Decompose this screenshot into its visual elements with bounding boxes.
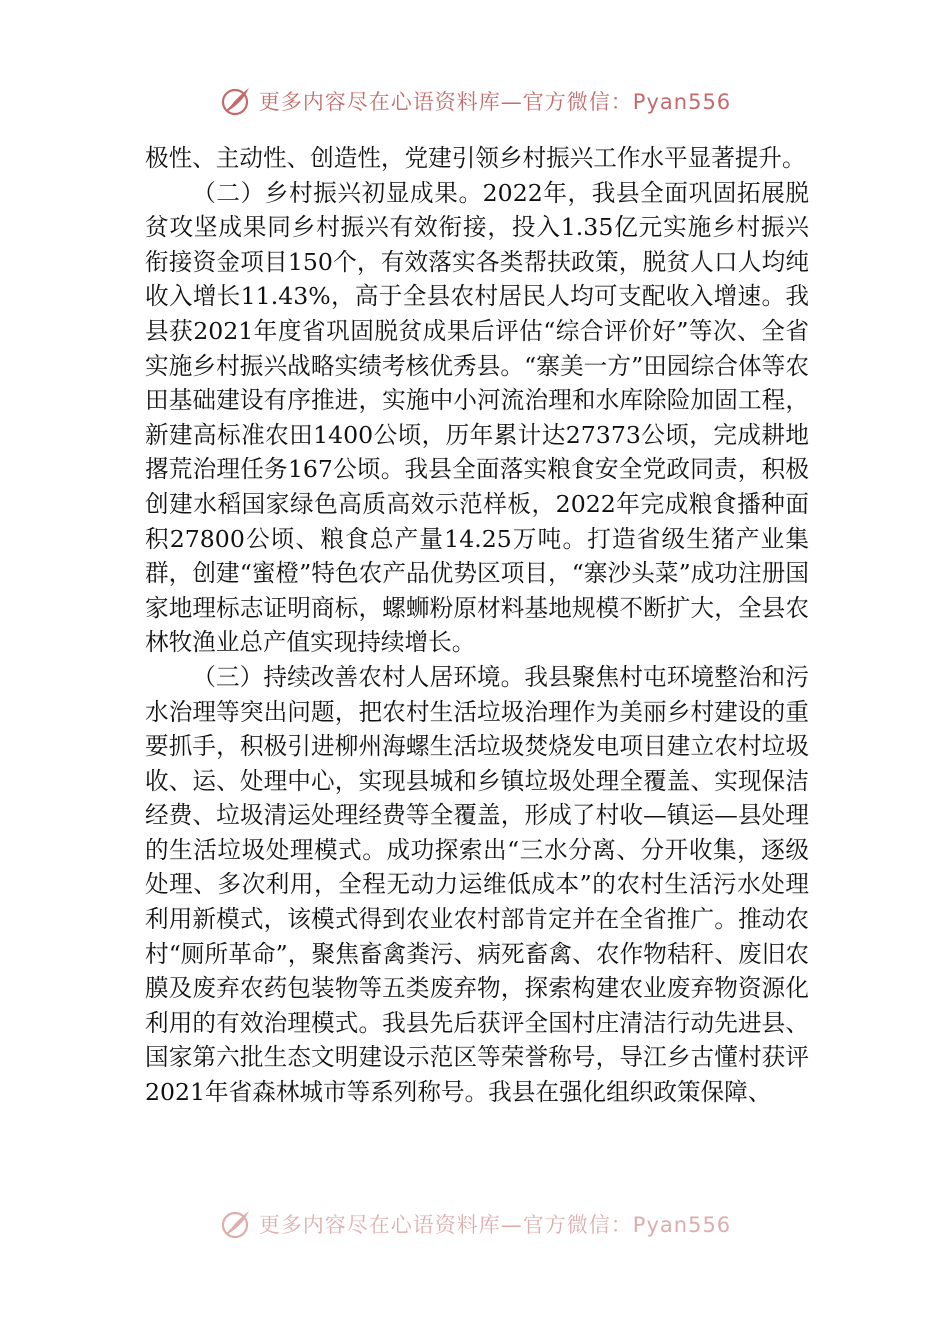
watermark-footer [0,1207,950,1241]
paragraph-continuation: 极性、主动性、创造性，党建引领乡村振兴工作水平显著提升。 [145,144,806,172]
watermark-text: 更多内容尽在心语资料库—官方微信：Pyan556 [258,1213,732,1237]
paragraph-rural-revitalization-results: （二）乡村振兴初显成果。2022年，我县全面巩固拓展脱贫攻坚成果同乡村振兴有效衔接，投入1.35亿元实施乡村振兴衔接资金项目150个，有效落实各类帮扶政策，脱贫人口人均纯收入增长11.43%，高于全县农村居民人均可支配收入增速。我县获2021年度省巩固脱贫成果后评估“综合评价好”等次、全省实施乡村振兴战略实绩考核优秀县。“寨美一方”田园综合体等农田基础建设有序推进，实施中小河流治理和水库除险加固工程，新建高标准农田1400公顷，历年累计达27373公顷，完成耕地撂荒治理任务167公顷。我县全面落实粮食安全党政同责，积极创建水稻国家绿色高质高效示范样板，2022年完成粮食播种面积27800公顷、粮食总产量14.25万吨。打造省级生猪产业集群，创建“蜜橙”特色农产品优势区项目，“寨沙头菜”成功注册国家地理标志证明商标，螺蛳粉原材料基地规模不断扩大，全县农林牧渔业总产值实现持续增长。 [145,178,809,657]
document-body [145,141,809,1110]
watermark-header [0,84,950,118]
paragraph-living-environment: （三）持续改善农村人居环境。我县聚焦村屯环境整治和污水治理等突出问题，把农村生活垃圾治理作为美丽乡村建设的重要抓手，积极引进柳州海螺生活垃圾焚烧发电项目建立农村垃圾收、运、处理中心，实现县城和乡镇垃圾处理全覆盖、实现保洁经费、垃圾清运处理经费等全覆盖，形成了村收—镇运—县处理的生活垃圾处理模式。成功探索出“三水分离、分开收集，逐级处理、多次利用，全程无动力运维低成本”的农村生活污水处理利用新模式，该模式得到农业农村部肯定并在全省推广。推动农村“厕所革命”，聚焦畜禽粪污、病死畜禽、农作物秸秆、废旧农膜及废弃农药包装物等五类废弃物，探索构建农业废弃物资源化利用的有效治理模式。我县先后获评全国村庄清洁行动先进县、国家第六批生态文明建设示范区等荣誉称号，导江乡古懂村获评2021年省森林城市等系列称号。我县在强化组织政策保障、 [145,662,809,1107]
quill-pen-logo-icon [219,1207,253,1241]
quill-pen-logo-icon [219,84,253,118]
watermark-text: 更多内容尽在心语资料库—官方微信：Pyan556 [258,90,732,114]
